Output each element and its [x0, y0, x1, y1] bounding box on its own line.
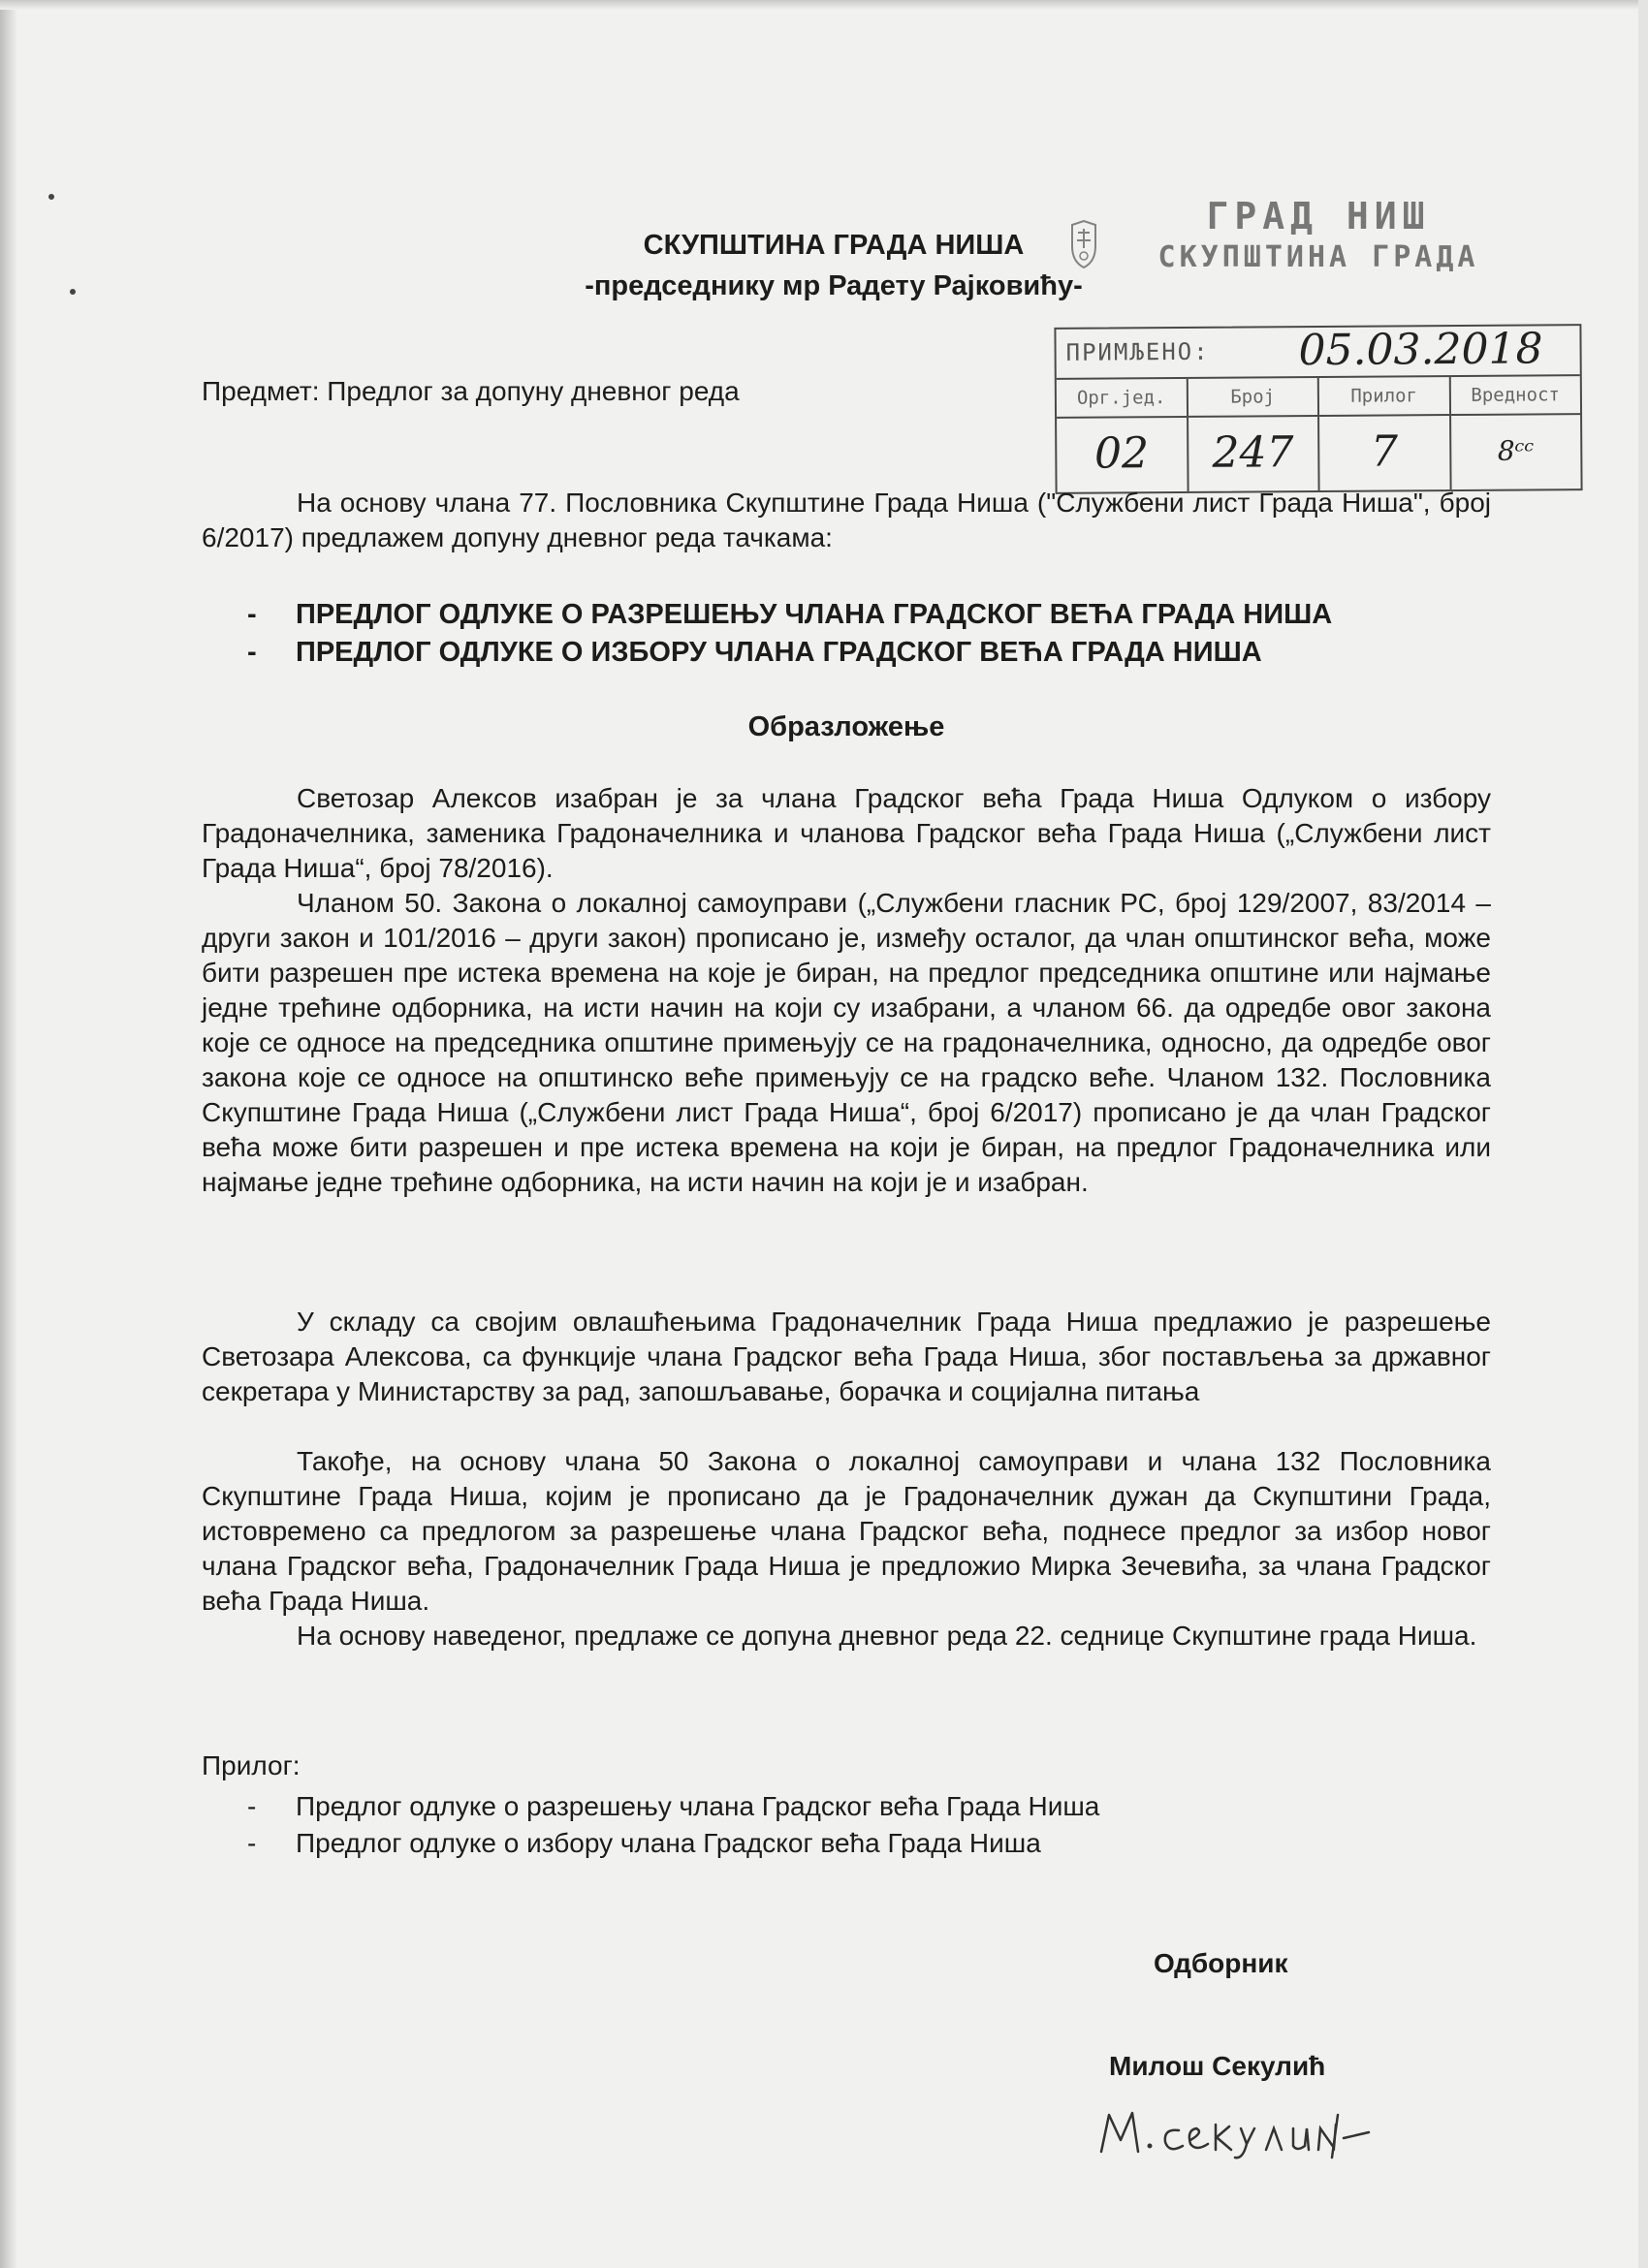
- stamp-col-header: Прилог: [1319, 377, 1449, 417]
- explanation-title: Образложење: [747, 711, 945, 742]
- stamp-received-row: [1056, 326, 1579, 380]
- body-paragraph: У складу са својим овлашћењима Градоначелник Града Ниша предлажио је разрешење Светозара Алексова, са функције члана Градског већа Града Ниша, због постављења за државног секретара у Министарству за рад, запошљавање, борачка и социјална питања: [202, 1307, 1491, 1406]
- stamp-col-header: Орг.јед.: [1057, 379, 1187, 419]
- stamp-col-header: Број: [1188, 378, 1317, 418]
- stamp-col-attachment: [1319, 377, 1451, 490]
- list-dash: -: [247, 1791, 257, 1821]
- stamp-received-label: ПРИМЉЕНО:: [1065, 337, 1210, 366]
- stamp-col-number: [1188, 378, 1319, 491]
- stamp-institution: [1144, 194, 1493, 277]
- stamp-title-line-1: ГРАД НИШ: [1206, 195, 1431, 237]
- stamp-col-header: Вредност: [1450, 376, 1580, 416]
- agenda-item-text: ПРЕДЛОГ ОДЛУКЕ О ИЗБОРУ ЧЛАНА ГРАДСКОГ ВЕЋА ГРАДА НИША: [296, 637, 1262, 668]
- stamp-col-value-field: [1450, 376, 1580, 489]
- coat-of-arms-icon: [1064, 219, 1103, 269]
- recipient-line-1: СКУПШТИНА ГРАДА НИША: [643, 230, 1025, 261]
- list-dash: -: [247, 637, 257, 668]
- list-dash: -: [247, 1828, 257, 1858]
- attachment-text: Предлог одлуке о избору члана Градског већа Града Ниша: [296, 1828, 1041, 1858]
- stamp-received-date: 05.03.2018: [1298, 324, 1543, 376]
- scan-right-edge: [1638, 0, 1648, 2268]
- body-paragraph: Светозар Алексов изабран је за члана Градског већа Града Ниша Одлуком о избору Градоначелника, заменика Градоначелника и чланова Градског већа Града Ниша („Службени лист Града Ниша“, број 78/2016).: [202, 783, 1491, 883]
- stamp-columns: [1057, 376, 1581, 492]
- stamp-col-value: 02: [1093, 428, 1150, 479]
- agenda-item-text: ПРЕДЛОГ ОДЛУКЕ О РАЗРЕШЕЊУ ЧЛАНА ГРАДСКОГ ВЕЋА ГРАДА НИША: [296, 599, 1333, 630]
- body-paragraph: На основу наведеног, предлаже се допуна дневног реда 22. седнице Скупштине града Ниша.: [297, 1621, 1477, 1651]
- signer-name: Милош Секулић: [1109, 2051, 1326, 2081]
- stamp-title-line-2: СКУПШТИНА ГРАДА: [1157, 240, 1479, 274]
- stamp-col-value: 7: [1370, 426, 1399, 477]
- handwritten-signature: [1095, 2095, 1406, 2163]
- body-paragraph: Такође, на основу члана 50 Закона о локалној самоуправи и члана 132 Пословника Скупштине Града Ниша, којим је прописано да је Градоначелник дужан да Скупштини Града, истовремено са предлогом за разрешење члана Градског већа, поднесе предлог за избор новог члана Градског већа, Градоначелник Града Ниша је предложио Мирка Зечевића, за члана Градског већа Града Ниша.: [202, 1446, 1491, 1616]
- signer-role: Одборник: [1154, 1948, 1288, 1978]
- attachment-text: Предлог одлуке о разрешењу члана Градског већа Града Ниша: [296, 1791, 1100, 1821]
- scan-artifact: [48, 194, 54, 200]
- subject-line: Предмет: Предлог за допуну дневног реда: [202, 376, 740, 406]
- scan-left-shadow: [0, 0, 17, 2268]
- stamp-col-value: 8ᶜᶜ: [1497, 434, 1535, 467]
- intro-paragraph: На основу члана 77. Пословника Скупштине Града Ниша ("Службени лист Града Ниша", број 6/2017) предлажем допуну дневног реда тачкама:: [202, 488, 1491, 552]
- body-paragraph: Чланом 50. Закона о локалној самоуправи („Службени гласник РС, број 129/2007, 83/2014 – други закон и 101/2016 – други закон) прописано је, између осталог, да члан општинског већа, може бити разрешен пре истека времена на које је биран, на предлог председника општине или најмање једне трећине одборника, на исти начин на који су изабрани, а чланом 66. да одредбе овог закона које се односе на председника општине примењују се на градоначелника, односно, да одредбе овог закона које се односе на општинско веће примењују се на градско веће. Чланом 132. Пословника Скупштине Града Ниша („Службени лист Града Ниша“, број 6/2017) прописано је да члан Градског већа може бити разрешен и пре истека времена на који је биран, на предлог Градоначелника или најмање једне трећине одборника, на исти начин на који је и изабран.: [202, 888, 1491, 1197]
- attachments-label: Прилог:: [202, 1750, 301, 1780]
- recipient-line-2: -председнику мр Радету Рајковићу-: [585, 270, 1083, 301]
- scan-artifact: [70, 289, 76, 295]
- stamp-col-org-unit: [1057, 379, 1188, 492]
- reception-stamp: [1054, 324, 1582, 494]
- scan-top-shadow: [0, 0, 1648, 10]
- list-dash: -: [247, 599, 257, 630]
- stamp-col-value: 247: [1212, 427, 1294, 478]
